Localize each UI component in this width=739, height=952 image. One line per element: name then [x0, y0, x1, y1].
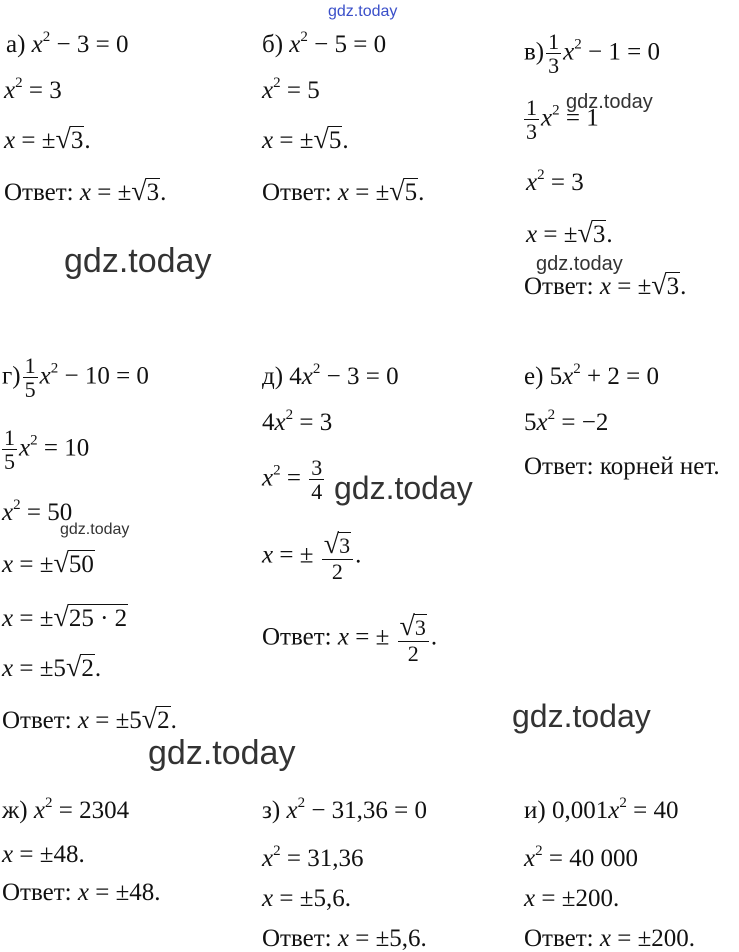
- problem-v-answer: Ответ: x = ±√3.: [524, 270, 687, 301]
- problem-b-equation: б) $x^2 - 5 = 0$: [262, 29, 387, 58]
- problem-e-label: е): [524, 363, 544, 390]
- watermark-col3-2: gdz.today: [536, 253, 623, 275]
- problem-i-equation: и) $0,001x^2 = 40$: [524, 795, 679, 824]
- problem-g-root1: x = ±√50: [2, 548, 94, 579]
- problem-d-label: д): [262, 363, 284, 390]
- watermark-left-2: gdz.today: [148, 734, 296, 772]
- problem-g-root2: x = ±√25 · 2: [2, 602, 128, 633]
- problem-a-step1: $x^2 = 3$: [4, 75, 62, 104]
- problem-zh-label: ж): [2, 797, 28, 824]
- problem-v-step2: $x^2 = 3$: [526, 167, 584, 196]
- watermark-left-1: gdz.today: [64, 242, 212, 280]
- watermark-small: gdz.today: [60, 521, 130, 538]
- problem-zh-equation: ж) $x^2 = 2304$: [2, 795, 130, 824]
- problem-a-root: x = ±√3.: [4, 124, 91, 155]
- watermark-right: gdz.today: [512, 698, 651, 734]
- problem-v-equation: в) $\frac{1}{3}$ $x^2 - 1 = 0$: [524, 29, 660, 79]
- problem-i-label: и): [524, 797, 546, 824]
- problem-g-equation: г) $\frac{1}{5}$ $x^2 - 10 = 0$: [2, 353, 149, 403]
- problem-v-label: в): [524, 38, 545, 66]
- problem-g-step2: $x^2 = 50$: [2, 497, 73, 526]
- problem-z-answer: Ответ: x = ±5,6.: [262, 925, 427, 952]
- problem-e-answer: Ответ: корней нет.: [524, 453, 720, 480]
- problem-g-root3: x = ±5√2.: [2, 652, 102, 683]
- problem-b-root: x = ±√5.: [262, 124, 349, 155]
- problem-v-root: x = ±√3.: [526, 218, 613, 249]
- problem-zh-root: x = ±48.: [2, 841, 85, 868]
- problem-d-step2: $x^2$ = $\frac{3}{4}$: [262, 455, 323, 505]
- problem-zh-answer: Ответ: x = ±48.: [2, 879, 161, 906]
- problem-d-answer: Ответ: x = ± $\frac{√3}{2}$ .: [262, 611, 438, 667]
- problem-b-label: б): [262, 31, 284, 58]
- problem-i-answer: Ответ: x = ±200.: [524, 925, 696, 952]
- watermark-col3-1: gdz.today: [566, 91, 653, 113]
- problem-v-step1: $\frac{1}{3}$ $x^2 = 1$: [526, 95, 599, 145]
- problem-b-answer: Ответ: x = ±√5.: [262, 176, 425, 207]
- problem-a-label: а): [6, 31, 26, 58]
- problem-e-step1: $5x^2 = -2$: [524, 407, 609, 436]
- problem-e-equation: е) $5x^2 + 2 = 0$: [524, 361, 659, 390]
- problem-a-answer: Ответ: x = ±√3.: [4, 176, 167, 207]
- problem-z-root: x = ±5,6.: [262, 885, 351, 912]
- problem-a-equation: а) $x^2 - 3 = 0$: [6, 29, 129, 58]
- problem-g-label: г): [2, 362, 21, 390]
- problem-g-step1: $\frac{1}{5}$ $x^2 = 10$: [4, 425, 90, 475]
- problem-d-root: x = ± $\frac{√3}{2}$ .: [262, 529, 362, 585]
- problem-z-label: з): [262, 797, 281, 824]
- problem-i-root: x = ±200.: [524, 885, 620, 912]
- problem-d-step1: $4x^2 = 3$: [262, 407, 333, 436]
- watermark-top: gdz.today: [328, 3, 398, 20]
- problem-b-step1: $x^2 = 5$: [262, 75, 320, 104]
- problem-i-step1: $x^2 = 40$ 000: [524, 843, 638, 872]
- problem-z-equation: з) $x^2 - 31,36 = 0$: [262, 795, 428, 824]
- problem-d-equation: д) $4x^2 - 3 = 0$: [262, 361, 399, 390]
- problem-g-answer: Ответ: x = ±5√2.: [2, 704, 177, 735]
- watermark-center: gdz.today: [334, 470, 473, 506]
- problem-z-step1: $x^2 = 31,36$: [262, 843, 364, 872]
